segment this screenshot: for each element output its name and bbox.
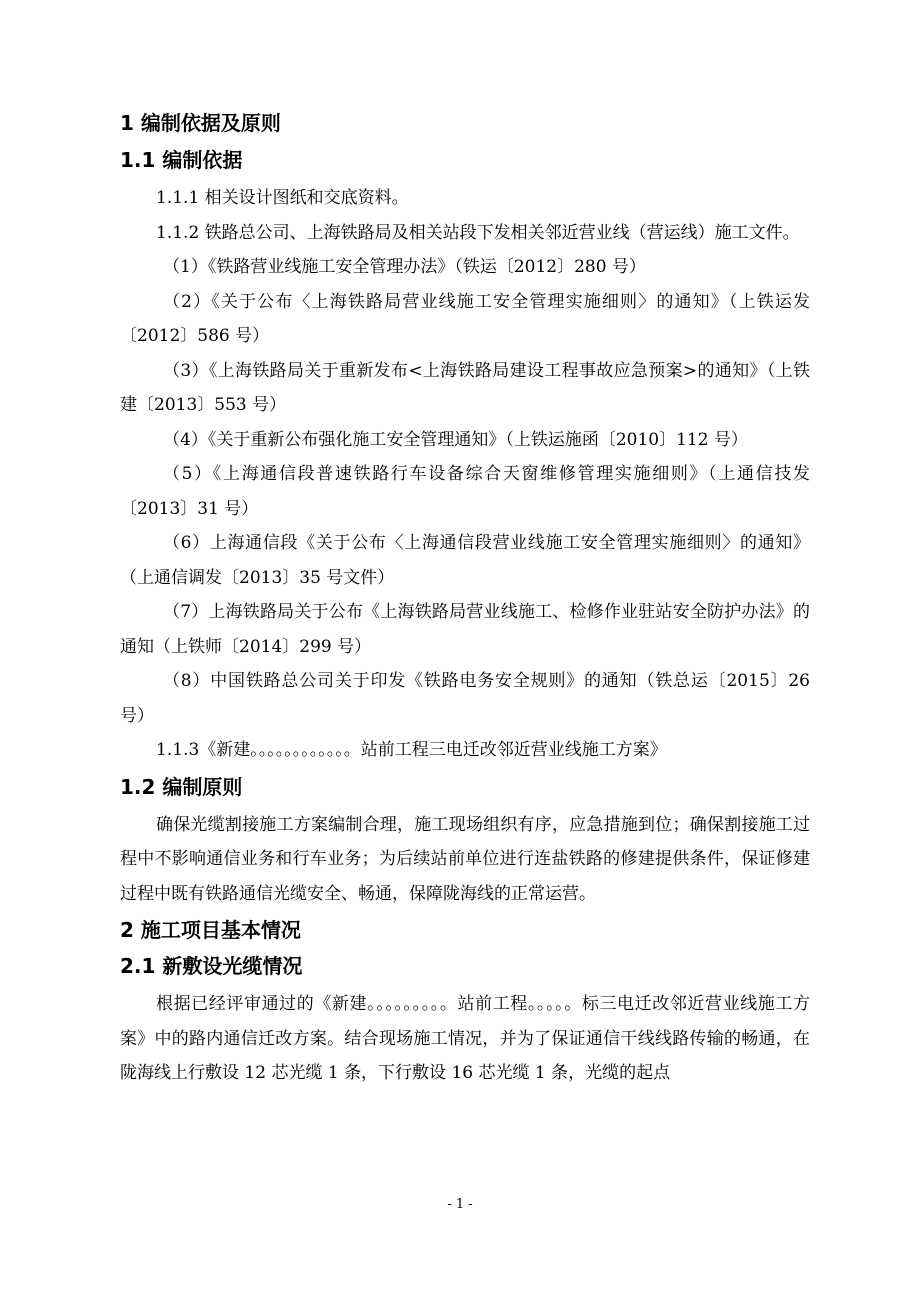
document-body [120,108,810,1091]
reference-item-6: （6）上海通信段《关于公布〈上海通信段营业线施工安全管理实施细则〉的通知》（上通信调发〔2013〕35 号文件） [120,533,810,588]
section-heading-2-1: 2.1 新敷设光缆情况 [120,954,303,978]
section-heading-1-2: 1.2 编制原则 [120,774,243,799]
paragraph-1-1-3: 1.1.3《新建。。。。。。。。。。。。站前工程三电迁改邻近营业线施工方案》 [156,740,667,760]
paragraph-1-1-1: 1.1.1 相关设计图纸和交底资料。 [156,188,409,208]
reference-item-8: （8）中国铁路总公司关于印发《铁路电务安全规则》的通知（铁总运〔2015〕26 号） [120,671,810,726]
reference-item-7: （7）上海铁路局关于公布《上海铁路局营业线施工、检修作业驻站安全防护办法》的通知（上铁师〔2014〕299 号） [120,602,810,657]
paragraph-1-2: 确保光缆割接施工方案编制合理，施工现场组织有序，应急措施到位；确保割接施工过程中不影响通信业务和行车业务；为后续站前单位进行连盐铁路的修建提供条件，保证修建过程中既有铁路通信光缆安全、畅通，保障陇海线的正常运营。 [120,814,810,904]
reference-item-4: （4）《关于重新公布强化施工安全管理通知》（上铁运施函〔2010〕112 号） [163,429,748,450]
reference-item-1: （1）《铁路营业线施工安全管理办法》（铁运〔2012〕280 号） [163,257,646,277]
section-heading-1-1: 1.1 编制依据 [120,148,243,172]
reference-item-3: （3）《上海铁路局关于重新发布<上海铁路局建设工程事故应急预案>的通知》（上铁建〔2013〕553 号） [120,360,810,415]
section-heading-1: 1 编制依据及原则 [120,111,281,135]
page-number: - 1 - [447,1197,473,1212]
paragraph-2-1: 根据已经评审通过的《新建。。。。。。。。。站前工程。。。。。标三电迁改邻近营业线施工方案》中的路内通信迁改方案。结合现场施工情况，并为了保证通信干线线路传输的畅通，在陇海线上行敷设 12 芯光缆 1 条，下行敷设 16 芯光缆 1 条，光缆的起点 [120,994,810,1083]
section-heading-2: 2 施工项目基本情况 [120,918,301,942]
paragraph-1-1-2: 1.1.2 铁路总公司、上海铁路局及相关站段下发相关邻近营业线（营运线）施工文件。 [156,222,800,243]
reference-item-2: （2）《关于公布〈上海铁路局营业线施工安全管理实施细则〉的通知》（上铁运发〔2012〕586 号） [120,291,810,346]
reference-item-5: （5）《上海通信段普速铁路行车设备综合天窗维修管理实施细则》（上通信技发〔2013〕31 号） [120,464,810,519]
